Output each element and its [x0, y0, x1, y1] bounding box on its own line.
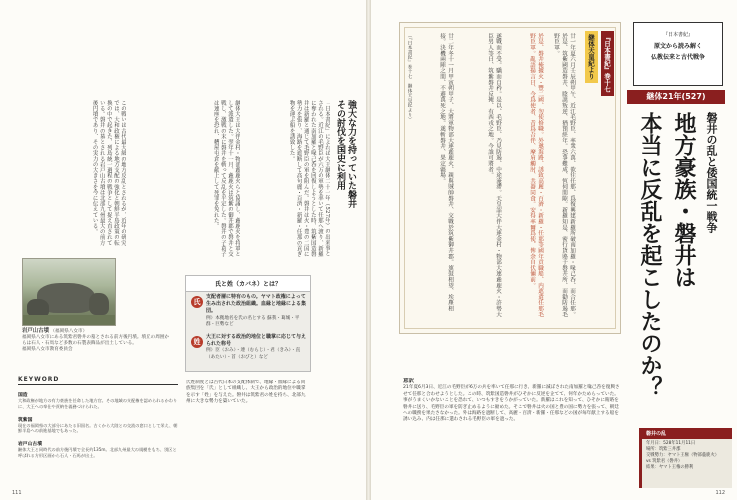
keyword-box [18, 376, 178, 486]
document-text-4: 廿二年冬十一月甲寅朔甲子、大將軍物部大連麁鹿火、親與賊帥磐井、交戰於筑紫御井郡。旗鼓相望、埃塵相接。決機兩陣之間、不避萬死之地。遂斬磐井、果定疆場。 [439, 33, 453, 312]
section-heading [334, 100, 356, 250]
headline-sub: 磐井の乱と倭国統一戦争 [705, 112, 718, 233]
series-banner [633, 22, 723, 86]
right-page [371, 0, 737, 500]
translation-title: 意訳 [403, 378, 415, 384]
headline-main-2: 本当に反乱を起こしたのか？ [637, 112, 663, 398]
page-number: 111 [12, 490, 22, 496]
keyword-desc: 継体大王と同時代の前方後円墳で全長約135m。北部九州最大の規模をもち、別区と呼ばれる方形区画から石人・石馬が出土。 [18, 447, 177, 458]
keyword-term: 筑紫国 [18, 417, 33, 423]
photo-description: 福岡県八女市にある筑紫君磐井の墓とされる前方後円墳。墳丘の周囲からは石人・石馬など多数の石製表飾品が出土している。 [22, 335, 170, 346]
battle-info-title: 磐井の乱 [642, 428, 732, 439]
kofun-photo [22, 258, 116, 326]
document-footnote: （『日本書紀』巻十七 継体天皇紀より） [407, 33, 412, 122]
keyword-term: 国造 [18, 393, 28, 398]
battle-info-box [639, 428, 732, 488]
body-column-c: この戦いは古代最大級の地方反乱とされるが、近年の研究では、大和政権による地方支配の強化と朝鮮半島政策の転換の中で起きた、列島統一過程の戦争として捉え直されている。磐井の墓とされる岩戸山古墳は北部九州最大の前方後円墳であり、その実力の大きさを今に伝えている。 [91, 100, 126, 246]
battle-info-details [642, 439, 732, 473]
banner-line-1: 『日本書紀』 [662, 32, 693, 38]
body-column-a: 「日本書紀」によれば大王継体二十一年（527年）の出来事とされる。近江の毛野臣が六万の軍勢を率いて任那へ渡り、新羅に奪われた南加羅と喙己呑を回復しようとした時、筑紫国造磐井は新羅と通じて毛野臣の軍を阻んだ。磐井は火・豊の二国に勢力を張り、海路を遮断して高句麗・百済・新羅・任那の貢ぎ物を運ぶ船を誘致した。 [288, 100, 330, 257]
clan-box-title: 氏と姓（カバネ）とは？ [186, 276, 310, 292]
clan-body-text: 氏姓制度とは古代日本の支配体制で、地縁・血縁による同族集団を「氏」として組織し、大王から政治的地位や職掌を示す「姓」を与えた。磐井は筑紫君の姓を持ち、北部九州に大きな勢力を築いていた。 [186, 380, 306, 405]
photo-caption [22, 328, 172, 353]
left-page [0, 0, 366, 500]
document-text-3: 遂戰而不受。驕而自矜。是以、毛野臣、乃見防遏、中途淹滯。天皇詔大伴大連金村・物部大連麁鹿火・許勢大臣男人等曰、筑紫磐井反掩、有西戎之地。今誰可將者。 [487, 33, 501, 318]
battle-info-line: 場所：筑紫三井郡 [646, 447, 681, 452]
document-text-1: 廿一年夏六月壬辰朔甲午、近江毛野臣、率衆六萬、欲往任那、爲復興建新羅所破南加羅・喙己呑、而合任那。於是、筑紫國造磐井、陰謨叛逆、猶預經年。恐事難成、恆伺間隙。新羅知是、密行貨賂于磐井所、而勸防遏毛野臣軍。 [553, 33, 575, 318]
battle-info-line: 交戦勢力：ヤマト王権（物部麁鹿火） [646, 453, 720, 458]
document-title-tag: 『日本書紀』巻十七 [601, 31, 614, 96]
uji-desc-text: 支配者層に特有のもの。ヤマト政権によって生み出された政治組織。血縁と地縁による集団。 [206, 294, 307, 315]
banner-line-3: 仏教伝来と古代戦争 [650, 54, 705, 61]
clan-kabane-box [185, 275, 311, 372]
photo-title: 岩戸山古墳 [22, 328, 49, 334]
battle-info-line: vs 筑紫君（磐井） [646, 459, 683, 464]
source-document-box [399, 22, 621, 334]
translation-text: 21年夏6月3日、近江の毛野臣が6万の兵を率いて任那に行き、新羅に滅ぼされた南加羅と喙己呑を復興させて任那と合わせようとした。この時、筑紫国造磐井がひそかに反逆を企てて、何年かためらっていた。事がうまくいかないことを恐れて、いつもすきをうかがっていた。新羅はこれを知って、ひそかに賄賂を磐井に送り、毛野臣の軍を防ぎ止めるように勧めた。そこで磐井は火の国と豊の国に勢力を張って、朝廷への職務を果たさなかった。外は海路を遮断して、高麗・百済・新羅・任那などの国が毎年献上する船を誘い込み、内は任那に遣わされる毛野臣の軍を遮った。 [403, 385, 620, 423]
keyword-desc: 現在の福岡県の大部分にあたる旧国名。古くから大陸との交流の窓口として栄え、朝鮮半島への前進基地でもあった。 [18, 422, 178, 434]
kabane-desc-text: 大王に対する政治的地位と職掌に応じて与えられた称号 [206, 334, 307, 348]
body-column-b: 継体大王は大伴金村・物部麁鹿火らと協議し、麁鹿火を将軍として派遣した。翌年十一月、麁鹿火は筑紫の御井郡で磐井と交戦し、激戦の末に磐井を斬って反乱を平定した。磐井の子葛子は連座を恐れ、糟屋屯倉を献上して死罪を免れた。 [212, 100, 240, 257]
uji-examples: 例）本拠地名を氏の名とする 蘇我・葛城・平群・巨勢など [206, 315, 300, 327]
photo-credit: 福岡県八女市教育委員会 [22, 347, 73, 352]
keyword-term: 岩戸山古墳 [18, 442, 42, 448]
document-subtitle-tag: 継体天皇紀より [585, 31, 598, 83]
document-text-2: 於是、磐井掩據火・豐二國、勿使修職。外邀海路、誘致高麗・百濟・新羅・任那等國年貢職船、内遮遣任那毛野臣軍。亂語揚言曰、今爲使者、昔爲吾伴、摩肩觸肘、共器同食。安得率爾爲使、俾余自伏儞前。 [529, 33, 543, 318]
page-number: 112 [715, 490, 725, 496]
battle-info-line: 結果：ヤマト王権の勝利 [646, 465, 694, 470]
uji-mark: 氏 [191, 296, 203, 308]
section-heading-line-1: 強大な力を持っていた磐井 [346, 100, 356, 208]
translation-section [403, 378, 623, 483]
battle-info-line: 年月日：528年11月11日 [646, 441, 696, 446]
banner-line-2: 原文から読み解く [653, 43, 702, 50]
headline-main-1: 地方豪族・磐井は [671, 112, 697, 288]
kabane-mark: 姓 [191, 336, 203, 348]
keyword-heading: KEYWORD [18, 376, 178, 385]
kabane-examples: 例）臣（おみ）・連（むらじ）・君（きみ）・直（あたい）・首（おびと）など [206, 348, 301, 360]
photo-location: （福岡県八女市） [50, 329, 88, 334]
keyword-desc: 大和政権が地方の有力豪族を任命した地方官。その地域の支配権を認められるかわりに、大王への奉仕や貢納を義務づけられた。 [18, 398, 178, 409]
year-label: 継体21年(527) [627, 90, 725, 104]
kabane-description [206, 334, 306, 361]
section-heading-line-2: その討伐を国史に利用 [335, 100, 345, 190]
uji-description [206, 294, 306, 328]
